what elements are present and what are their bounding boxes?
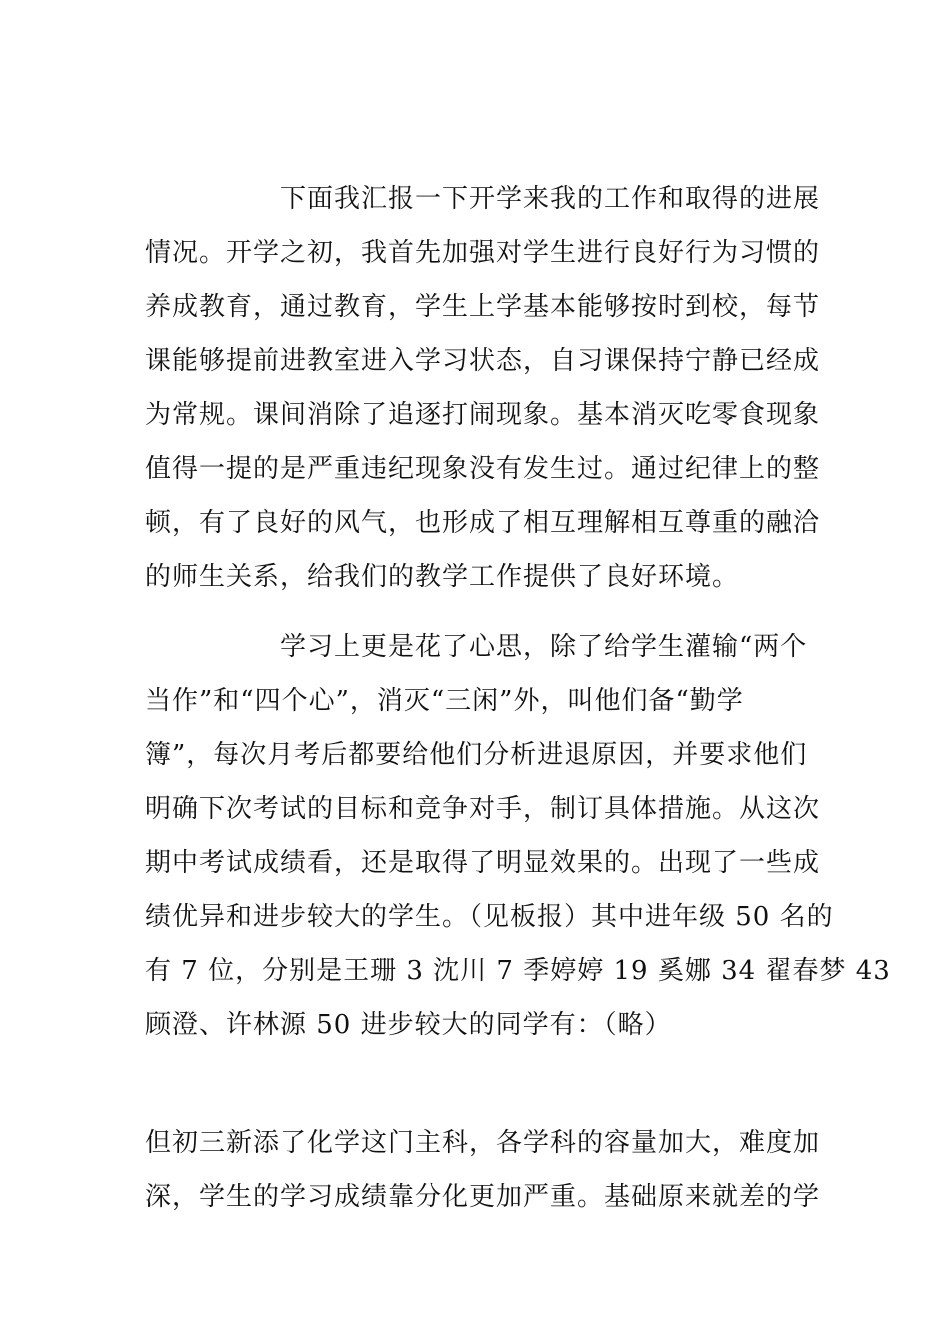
paragraph-line: 值得一提的是严重违纪现象没有发生过。通过纪律上的整 (145, 454, 821, 484)
paragraph-line: 的师生关系，给我们的教学工作提供了良好环境。 (145, 562, 740, 592)
paragraph-line: 有 7 位，分别是王珊 3 沈川 7 季婷婷 19 奚娜 34 翟春梦 43 (145, 956, 891, 986)
paragraph-line: 明确下次考试的目标和竞争对手，制订具体措施。从这次 (145, 794, 821, 824)
paragraph-line: 学习上更是花了心思，除了给学生灌输“两个 (280, 632, 808, 662)
paragraph-line: 当作”和“四个心”，消灭“三闲”外，叫他们备“勤学 (145, 686, 744, 716)
paragraph-line: 养成教育，通过教育，学生上学基本能够按时到校，每节 (145, 292, 821, 322)
paragraph-work-report (145, 172, 821, 604)
paragraph-line: 顿，有了良好的风气，也形成了相互理解相互尊重的融洽 (145, 508, 821, 538)
paragraph-line: 情况。开学之初，我首先加强对学生进行良好行为习惯的 (145, 238, 821, 268)
paragraph-chemistry-challenge (145, 1116, 821, 1224)
paragraph-line: 期中考试成绩看，还是取得了明显效果的。出现了一些成 (145, 848, 821, 878)
paragraph-study-effort (145, 620, 891, 1052)
paragraph-line: 顾澄、许林源 50 进步较大的同学有：（略） (145, 1010, 672, 1040)
paragraph-line: 深，学生的学习成绩靠分化更加严重。基础原来就差的学 (145, 1182, 821, 1212)
paragraph-line: 簿”，每次月考后都要给他们分析进退原因，并要求他们 (145, 740, 808, 770)
paragraph-line: 课能够提前进教室进入学习状态，自习课保持宁静已经成 (145, 346, 821, 376)
paragraph-line: 绩优异和进步较大的学生。（见板报）其中进年级 50 名的 (145, 902, 834, 932)
paragraph-line: 但初三新添了化学这门主科，各学科的容量加大，难度加 (145, 1128, 821, 1158)
paragraph-line: 为常规。课间消除了追逐打闹现象。基本消灭吃零食现象 (145, 400, 821, 430)
paragraph-line: 下面我汇报一下开学来我的工作和取得的进展 (280, 184, 821, 214)
